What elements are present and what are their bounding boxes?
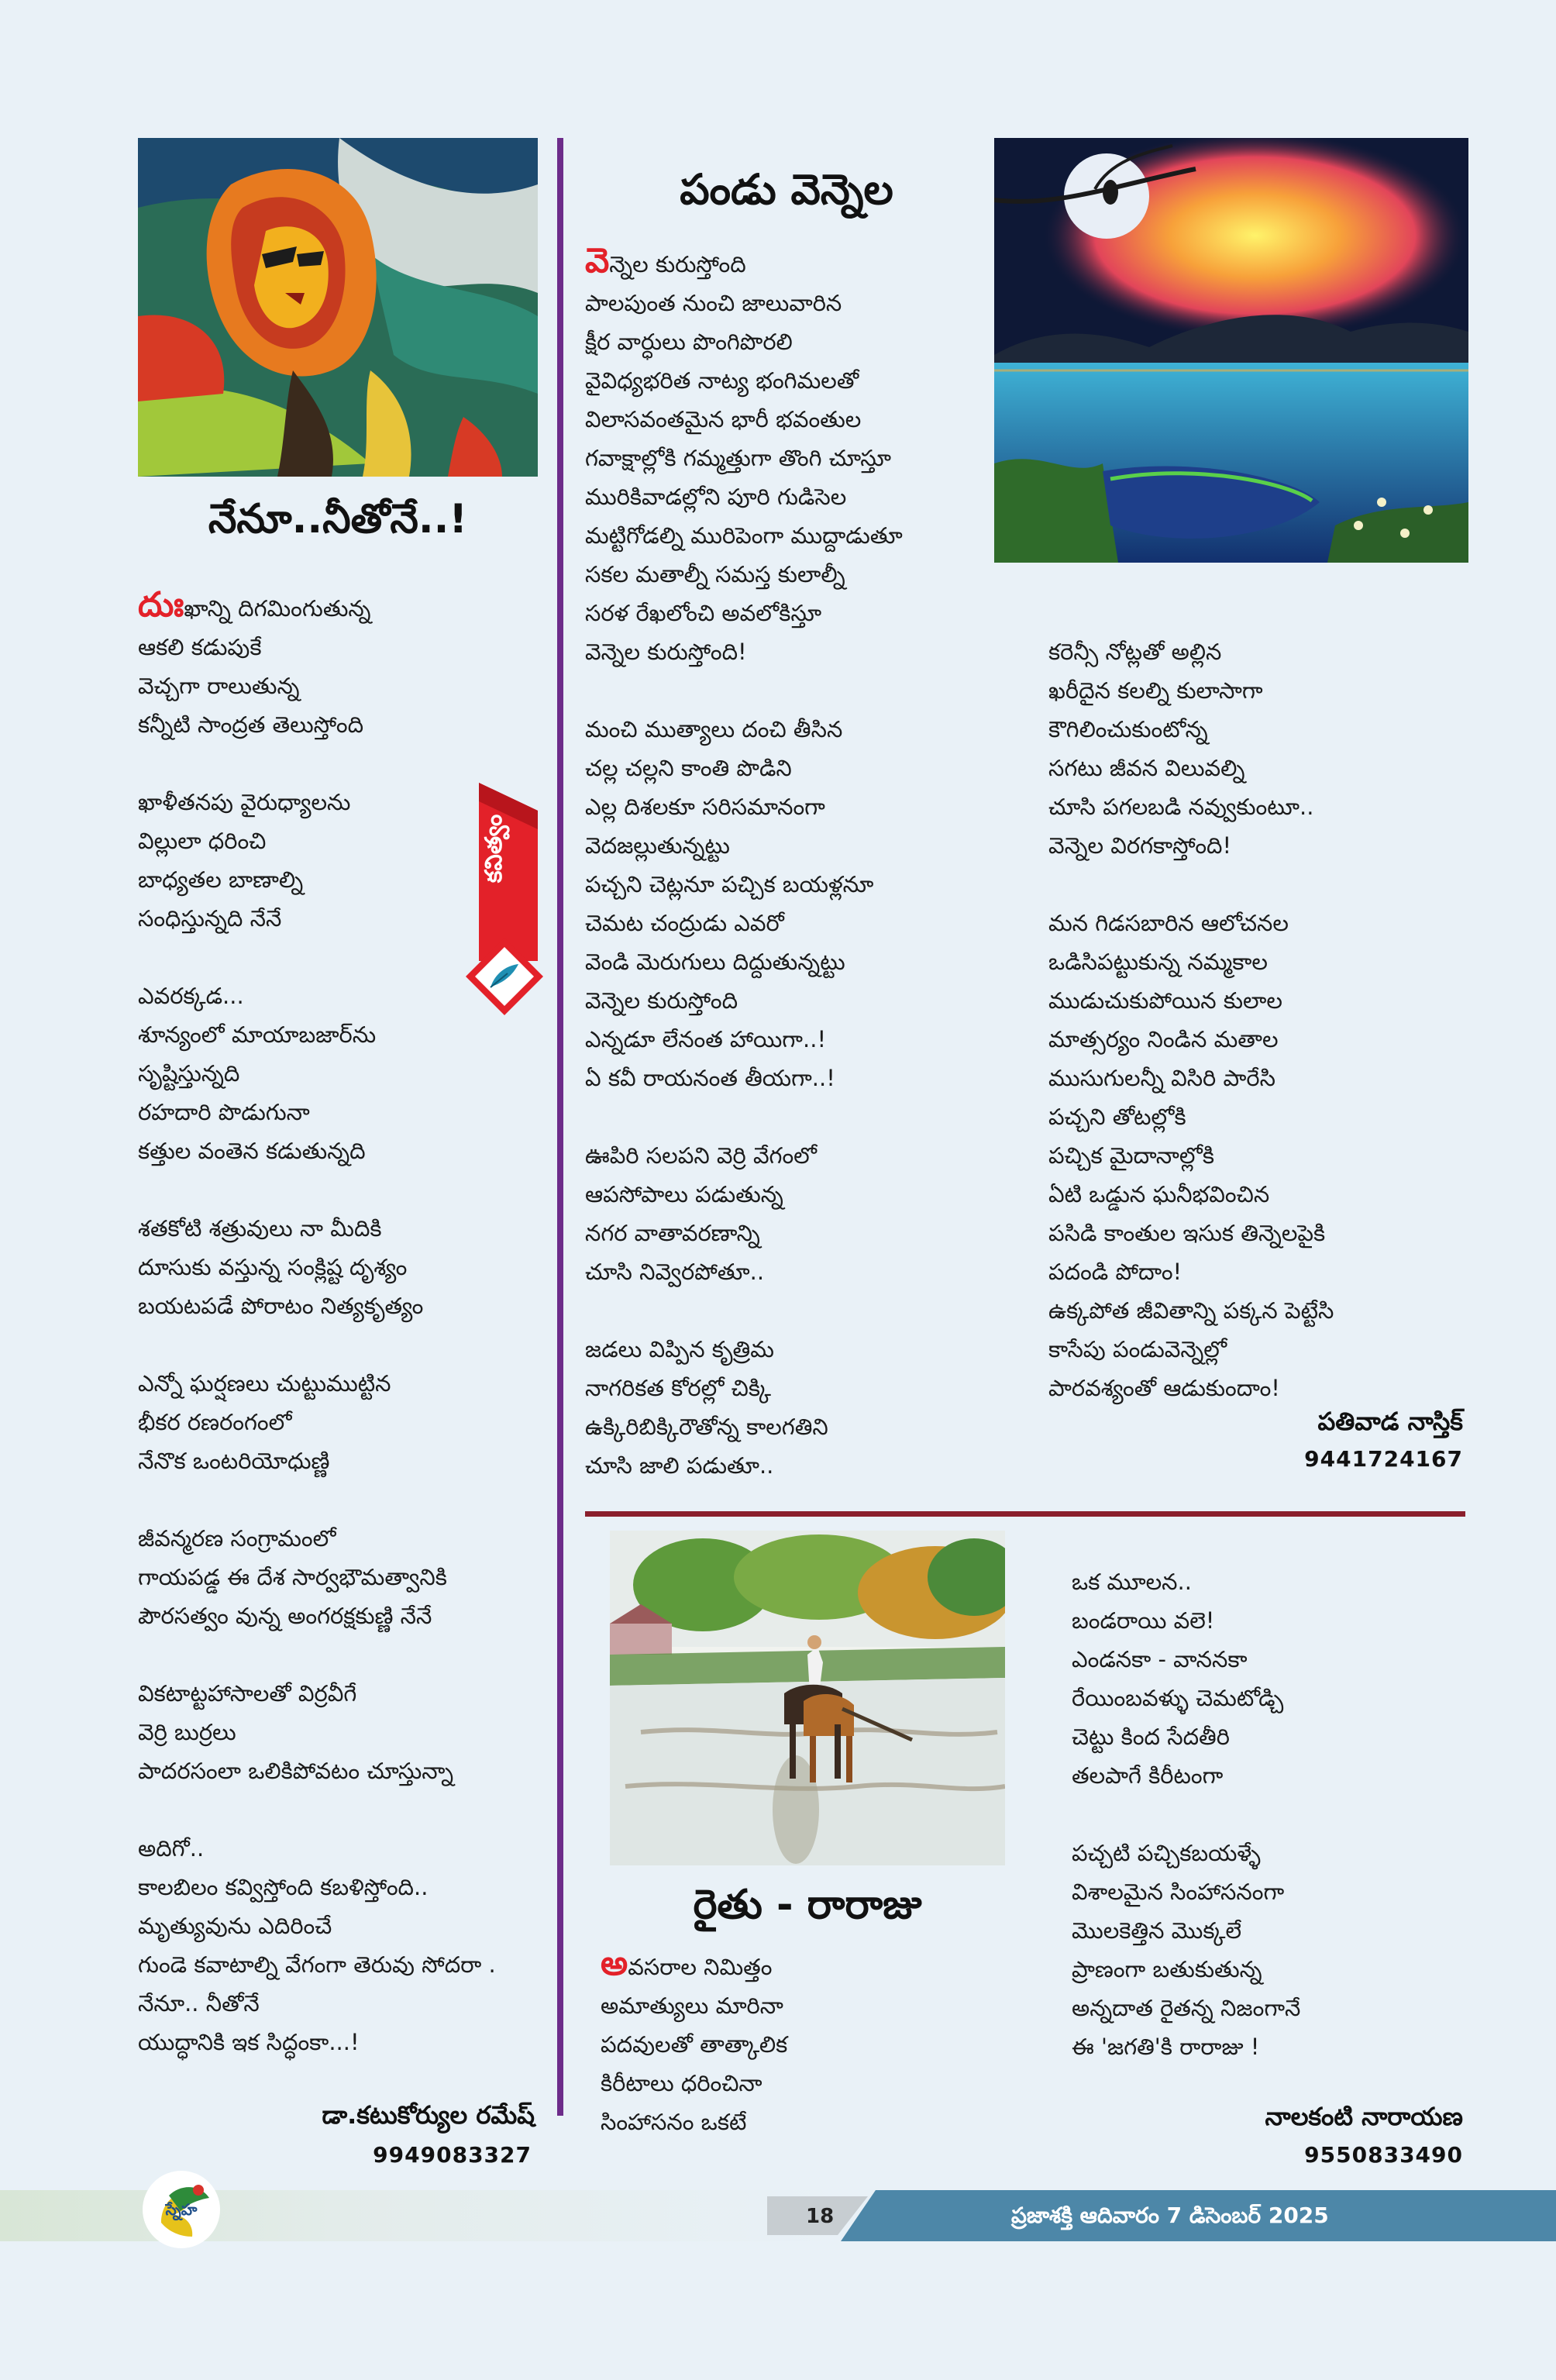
poem3-author: నాలకంటి నారాయణ	[1265, 2102, 1463, 2131]
poem-line: వెదజల్లుతున్నట్టు	[585, 832, 730, 859]
poem-line: పాలపుంత నుంచి జాలువారిన	[585, 290, 842, 316]
poem1-stanza-4	[138, 1364, 496, 1480]
poem-line: కత్తుల వంతెన కడుతున్నది	[138, 1138, 366, 1164]
poem2-drop-letter: వె	[585, 241, 610, 281]
poem-line: అదిగో..	[138, 1835, 205, 1862]
poem-line: నాగరికత కోరల్లో చిక్కి	[585, 1375, 772, 1401]
poem-line: ఒడిసిపట్టుకున్న నమ్మకాల	[1048, 949, 1268, 975]
poem-line: అమాత్యులు మారినా	[601, 1993, 783, 2019]
poem-line: సగటు జీవన విలువల్ని	[1048, 755, 1245, 781]
sneha-logo-text: స్నేహ	[165, 2200, 198, 2219]
poem-line: కౌగిలించుకుంటోన్న	[1048, 716, 1208, 742]
sneha-logo	[138, 2168, 225, 2251]
poem-line: పచ్చిక మైదానాల్లోకి	[1048, 1142, 1215, 1169]
poem-line: ఏ కవీ రాయనంత తీయగా..!	[585, 1065, 835, 1091]
painting-abstract-face	[138, 138, 538, 477]
poem-line: బయటపడే పోరాటం నిత్యకృత్యం	[138, 1293, 424, 1319]
section-tab-label: కవిత్వం	[480, 814, 508, 883]
poem-line: వెర్రి బుర్రలు	[138, 1719, 236, 1745]
poem-line: ఎన్నో ఘర్షణలు చుట్టుముట్టిన	[138, 1370, 391, 1397]
poem-line: పచ్చని చెట్లనూ పచ్చిక బయళ్లనూ	[585, 871, 874, 897]
poem-line: ఆపసోపాలు పడుతున్న	[585, 1181, 783, 1207]
poem3-phone: 9550833490	[1304, 2142, 1463, 2168]
poem2-stanza-1	[585, 710, 903, 1097]
poem1-author: డా.కటుకోర్యుల రమేష్	[322, 2100, 535, 2130]
poem-line: తలపాగే కిరీటంగా	[1072, 1762, 1224, 1789]
poem-line: వెన్నెల విరగకాస్తోంది!	[1048, 832, 1232, 859]
poem-line: పాదరసంలా ఒలికిపోవటం చూస్తున్నా	[138, 1758, 454, 1784]
poem-line: ఖరీదైన కలల్ని కులాసాగా	[1048, 677, 1263, 704]
poem2-title: పండు వెన్నెల	[680, 165, 893, 214]
poem-line: యుద్ధానికి ఇక సిద్ధంకా...!	[138, 2029, 360, 2055]
poem1-first-line: దుఃఖాన్ని దిగమింగుతున్న	[138, 585, 371, 625]
poem-line: కిరీటాలు ధరించినా	[601, 2070, 763, 2096]
poem2-phone: 9441724167	[1304, 1446, 1463, 1472]
poem3-stanza-right-1	[1072, 1834, 1300, 2066]
poem-line: గవాక్షాల్లోకి గమ్మత్తుగా తొంగి చూస్తూ	[585, 445, 891, 471]
poem-line: నేనొక ఒంటరియోధుణ్ణి	[138, 1448, 330, 1474]
poem-line: మట్టిగోడల్ని మురిపెంగా ముద్దాడుతూ	[585, 522, 903, 549]
poem-line: నగర వాతావరణాన్ని	[585, 1220, 760, 1246]
poem2-author: పతివాడ నాస్తిక్	[1317, 1407, 1463, 1436]
poem-line: సింహాసనం ఒకటే	[601, 2109, 747, 2135]
poem-line: కరెన్సీ నోట్లతో అల్లిన	[1048, 639, 1222, 665]
poem-line: పదవులతో తాత్కాలిక	[601, 2031, 788, 2058]
painting-farmer-ploughing	[610, 1531, 1005, 1865]
poem3-drop-letter: అ	[601, 1944, 628, 1983]
poem-line: పసిడి కాంతుల ఇసుక తిన్నెలపైకి	[1048, 1220, 1326, 1246]
poem-line: కాలబిలం కవ్విస్తోంది కబళిస్తోంది..	[138, 1874, 429, 1900]
poem2-body-right	[1048, 632, 1334, 1407]
poem-line: చూసి నివ్వెరపోతూ..	[585, 1259, 765, 1285]
poem-line: పారవశ్యంతో ఆడుకుందాం!	[1048, 1375, 1280, 1401]
poem-line: పచ్చని తోటల్లోకి	[1048, 1104, 1186, 1130]
poem3-body-left	[601, 1944, 788, 2141]
poem1-stanza-3	[138, 1209, 496, 1325]
poem1-stanza-5	[138, 1519, 496, 1635]
poem-line: ఎన్నడూ లేనంత హాయిగా..!	[585, 1026, 827, 1052]
feather-icon	[487, 963, 522, 990]
poem-line: సృష్టిస్తున్నది	[138, 1060, 240, 1087]
poem-line: కాసేపు పండువెన్నెల్లో	[1048, 1336, 1227, 1362]
poem1-stanza-7	[138, 1829, 496, 2061]
poem-line: చల్ల చల్లని కాంతి పొడిని	[585, 755, 792, 781]
poem-line: రహదారి పొడుగునా	[138, 1099, 310, 1125]
poem3-stanza-right-0	[1072, 1562, 1300, 1795]
poem2-stanza-2	[585, 1136, 903, 1291]
poem-line: విశాలమైన సింహాసనంగా	[1072, 1879, 1285, 1905]
poem-line: పదండి పోదాం!	[1048, 1259, 1182, 1285]
poem-line: సంధిస్తున్నది నేనే	[138, 905, 282, 932]
poem1-stanza-1	[138, 783, 496, 938]
poem2-first-line: వెన్నెల కురుస్తోంది	[585, 241, 746, 281]
poem1-body	[138, 585, 496, 2061]
poem2-stanza-right-1	[1048, 904, 1334, 1407]
poem-line: ముసుగులన్నీ విసిరి పారేసి	[1048, 1065, 1275, 1091]
poem-line: వెండి మెరుగులు దిద్దుతున్నట్టు	[585, 949, 845, 975]
painting-night-lake-boat	[994, 138, 1468, 563]
poem-line: విలాసవంతమైన భారీ భవంతుల	[585, 406, 862, 432]
poem-line: దూసుకు వస్తున్న సంక్లిష్ట దృశ్యం	[138, 1254, 408, 1280]
poem3-first-line: అవసరాల నిమిత్తం	[601, 1944, 773, 1983]
poem1-stanza-2	[138, 976, 496, 1170]
poem2-stanza-0	[585, 284, 903, 671]
poem-line: చెమట చంద్రుడు ఎవరో	[585, 910, 784, 936]
poem1-stanza-6	[138, 1674, 496, 1790]
poem-line: సకల మతాల్నీ సమస్త కులాల్నీ	[585, 561, 845, 587]
poem-line: జీవన్మరణ సంగ్రామంలో	[138, 1525, 336, 1552]
poem-line: మంచి ముత్యాలు దంచి తీసిన	[585, 716, 843, 742]
poem-line: చూసి జాలి పడుతూ..	[585, 1452, 774, 1479]
poem-line: ఎల్ల దిశలకూ సరిసమానంగా	[585, 794, 825, 820]
column-divider	[557, 138, 563, 2116]
poem-line: జడలు విప్పిన కృత్రిమ	[585, 1336, 774, 1362]
poem-line: పచ్చటి పచ్చికబయళ్ళే	[1072, 1840, 1261, 1866]
section-tab	[462, 783, 547, 1046]
poem-line: కన్నీటి సాంద్రత తెలుస్తోంది	[138, 711, 364, 738]
poem-line: ఆకలి కడుపుకే	[138, 634, 262, 660]
poem-line: విల్లులా ధరించి	[138, 828, 267, 854]
poem-line: ఎండనకా - వాననకా	[1072, 1646, 1248, 1672]
poem-line: ముడుచుకుపోయిన కులాల	[1048, 987, 1282, 1014]
poem-line: మన గిడసబారిన ఆలోచనల	[1048, 910, 1289, 936]
poem3-stanza-0	[601, 1986, 787, 2141]
poem-line: పౌరసత్వం వున్న అంగరక్షకుణ్ణి నేనే	[138, 1603, 432, 1629]
poem-line: వైవిధ్యభరిత నాట్య భంగిమలతో	[585, 367, 859, 394]
poem1-drop-letter: దుః	[138, 585, 184, 625]
poem-line: చెట్టు కింద సేదతీరి	[1072, 1724, 1230, 1750]
footer-band-left	[0, 2190, 837, 2241]
section-divider	[585, 1511, 1465, 1517]
poem-line: ఒక మూలన..	[1072, 1569, 1192, 1595]
poem1-phone: 9949083327	[373, 2142, 532, 2168]
poem-line: శతకోటి శత్రువులు నా మీదికి	[138, 1215, 382, 1242]
poem-line: భీకర రణరంగంలో	[138, 1409, 292, 1435]
poem2-stanza-right-0	[1048, 632, 1334, 865]
poem-line: మురికివాడల్లోని పూరి గుడిసెల	[585, 484, 847, 510]
poem-line: గాయపడ్డ ఈ దేశ సార్వభౌమత్వానికి	[138, 1564, 447, 1590]
poem-line: చూసి పగలబడి నవ్వుకుంటూ..	[1048, 794, 1314, 820]
poem-line: ఎవరక్కడ...	[138, 983, 244, 1009]
poem-line: మొలకెత్తిన మొక్కలే	[1072, 1917, 1242, 1944]
poem-line: ఏటి ఒడ్డున ఘనీభవించిన	[1048, 1181, 1270, 1207]
poem3-body-right	[1072, 1562, 1300, 2066]
poem-line: ఊపిరి సలపని వెర్రి వేగంలో	[585, 1142, 818, 1169]
poem-line: మాత్సర్యం నిండిన మతాల	[1048, 1026, 1279, 1052]
poem-line: ఈ 'జగతి'కి రారాజు !	[1072, 2034, 1260, 2060]
poem-line: ఉక్కిరిబిక్కిరౌతోన్న కాలగతిని	[585, 1414, 828, 1440]
poem-line: అన్నదాత రైతన్న నిజంగానే	[1072, 1995, 1301, 2021]
poem1-title: నేనూ..నీతోనే..!	[208, 496, 468, 542]
poem-line: క్షీర వార్ధులు పొంగిపొరలి	[585, 329, 793, 355]
poem-line: రేయింబవళ్ళు చెమటోడ్చి	[1072, 1685, 1284, 1711]
page-number: 18	[806, 2205, 835, 2228]
poem-line: వెన్నెల కురుస్తోంది	[585, 987, 738, 1014]
poem-line: వెచ్చగా రాలుతున్న	[138, 673, 300, 699]
poem3-title: రైతు - రారాజు	[693, 1882, 922, 1928]
poem-line: ఖాళీతనపు వైరుధ్యాలను	[138, 789, 351, 815]
poem2-stanza-3	[585, 1330, 903, 1485]
publication-line: ప్రజాశక్తి ఆదివారం 7 డిసెంబర్ 2025	[1011, 2203, 1329, 2228]
poem-line: ఉక్కపోత జీవితాన్ని పక్కన పెట్టేసి	[1048, 1297, 1334, 1324]
poem2-body-left	[585, 241, 903, 1485]
poem-line: గుండె కవాటాల్ని వేగంగా తెరువు సోదరా .	[138, 1951, 496, 1978]
poem-line: మృత్యువును ఎదిరించే	[138, 1913, 332, 1939]
poem1-stanza-0	[138, 628, 496, 744]
poem-line: శూన్యంలో మాయాబజార్‌ను	[138, 1021, 377, 1048]
poem-line: నేనూ.. నీతోనే	[138, 1990, 260, 2017]
poem-line: ప్రాణంగా బతుకుతున్న	[1072, 1956, 1262, 1982]
poem-line: బాధ్యతల బాణాల్ని	[138, 866, 304, 893]
poem-line: వెన్నెల కురుస్తోంది!	[585, 639, 747, 665]
poem-line: సరళ రేఖలోంచి అవలోకిస్తూ	[585, 600, 822, 626]
poem-line: వికటాట్టహాసాలతో విర్రవీగే	[138, 1680, 357, 1707]
poem-line: బండరాయి వలె!	[1072, 1607, 1215, 1634]
